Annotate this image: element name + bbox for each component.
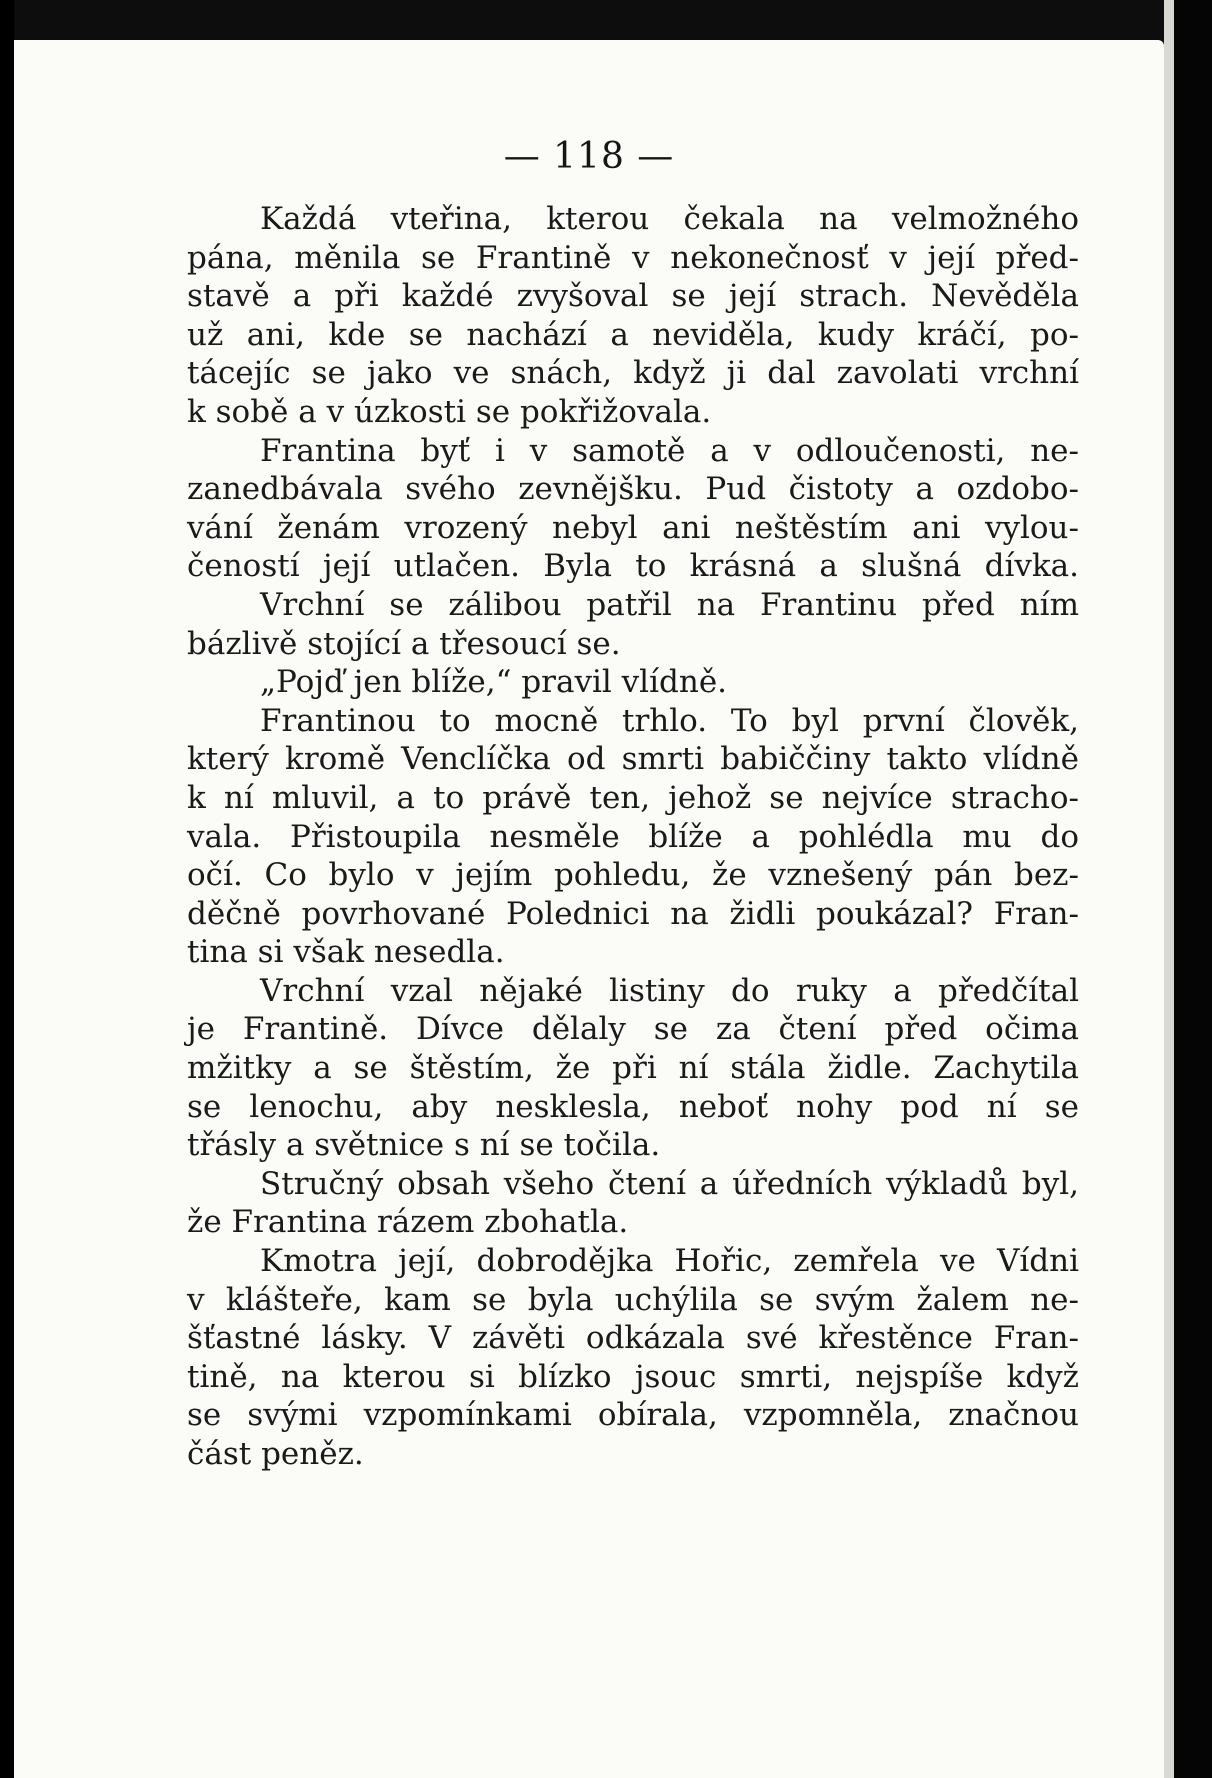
text-line: pána, měnila se Frantině v nekonečnosť v její před- [187, 239, 1079, 276]
text-line: stavě a při každé zvyšoval se její strach. Nevěděla [187, 278, 1079, 315]
text-line: k sobě a v úzkosti se pokřižovala. [187, 393, 712, 430]
text-line: už ani, kde se nachází a neviděla, kudy kráčí, po- [187, 316, 1079, 353]
text-line: část peněz. [187, 1436, 364, 1472]
text-line: v klášteře, kam se byla uchýlila se svým žalem ne- [187, 1281, 1079, 1318]
text-line: že Frantina rázem zbohatla. [187, 1204, 629, 1241]
text-line: se svými vzpomínkami obírala, vzpomněla, značnou [187, 1397, 1079, 1434]
text-line: čeností její utlačen. Byla to krásná a slušná dívka. [187, 548, 1079, 585]
text-line: šťastné lásky. V závěti odkázala své křestěnce Fran- [187, 1320, 1079, 1357]
text-line: Stručný obsah všeho čtení a úředních výkladů byl, [260, 1165, 1079, 1202]
scan-border-left [0, 0, 14, 1778]
text-line: zanedbávala svého zevnějšku. Pud čistoty a ozdobo- [187, 471, 1079, 508]
text-line: tině, na kterou si blízko jsouc smrti, nejspíše když [187, 1358, 1079, 1395]
text-line: třásly a světnice s ní se točila. [187, 1127, 661, 1164]
text-line: který kromě Venclíčka od smrti babiččiny takto vlídně [187, 741, 1079, 778]
page-edge [1164, 0, 1174, 1778]
text-line: tina si však nesedla. [187, 934, 505, 971]
text-line: „Pojď jen blíže,“ pravil vlídně. [260, 664, 728, 701]
text-line: bázlivě stojící a třesoucí se. [187, 625, 621, 662]
text-line: očí. Co bylo v jejím pohledu, že vznešený pán bez- [187, 857, 1079, 894]
text-line: mžitky a se štěstím, že při ní stála židle. Zachytila [187, 1050, 1079, 1087]
text-line: Frantina byť i v samotě a v odloučenosti, ne- [260, 432, 1079, 469]
body-text [187, 200, 1079, 1474]
text-line: k ní mluvil, a to právě ten, jehož se nejvíce stracho- [187, 779, 1079, 816]
text-line: Frantinou to mocně trhlo. To byl první člověk, [260, 702, 1079, 739]
text-line: Každá vteřina, kterou čekala na velmožného [260, 201, 1079, 237]
page-number: — 118 — [503, 136, 675, 177]
text-line: děčně povrhované Polednici na židli poukázal? Fran- [187, 895, 1079, 932]
text-line: vala. Přistoupila nesměle blíže a pohlédla mu do [187, 818, 1079, 855]
text-line: tácejíc se jako ve snách, když ji dal zavolati vrchní [187, 355, 1079, 392]
text-line: se lenochu, aby nesklesla, neboť nohy pod ní se [187, 1088, 1079, 1125]
text-line: Kmotra její, dobrodějka Hořic, zemřela ve Vídni [260, 1243, 1079, 1280]
page-sheet [14, 40, 1164, 1778]
text-line: je Frantině. Dívce dělaly se za čtení před očima [187, 1011, 1079, 1048]
text-line: vání ženám vrozený nebyl ani neštěstím ani vylou- [187, 509, 1079, 546]
text-line: Vrchní se zálibou patřil na Frantinu před ním [260, 586, 1079, 623]
text-line: Vrchní vzal nějaké listiny do ruky a předčítal [260, 972, 1079, 1009]
scan-border-right [1174, 0, 1212, 1778]
